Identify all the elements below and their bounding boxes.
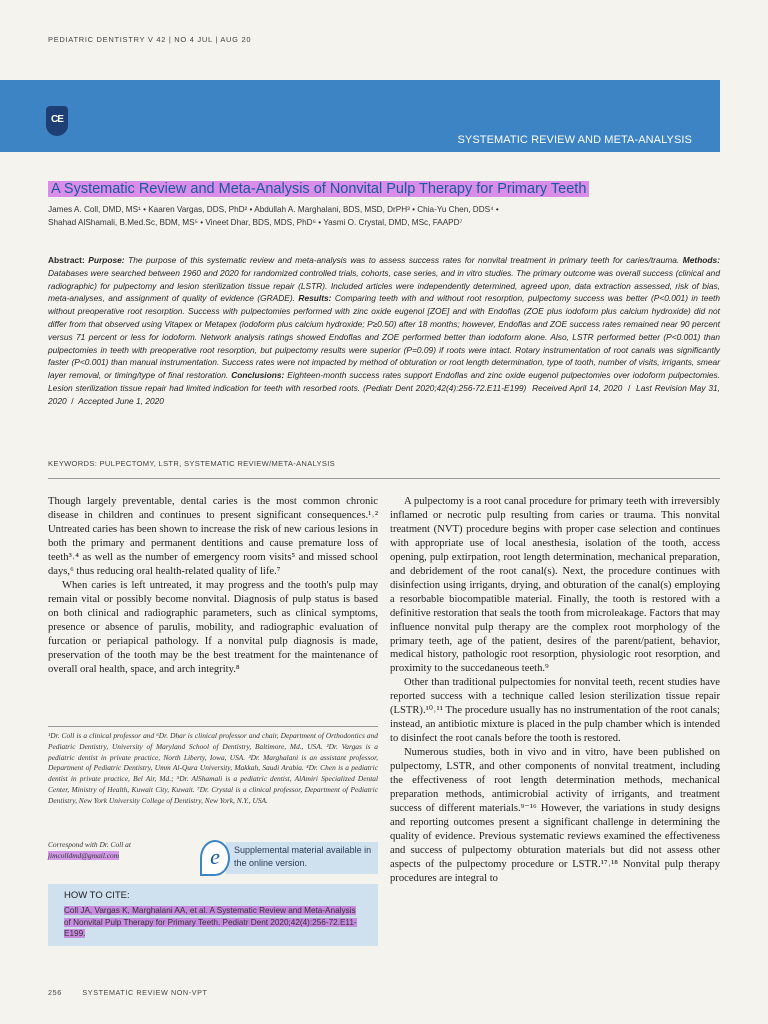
author-affiliations: ¹Dr. Coll is a clinical professor and ⁶Dr. Dhar is clinical professor and chair, Department of Orthodontics and Pediatric Dentistry, University of Maryland School of Dentistry, Baltimore, Md., USA. ²Dr. Vargas is a pediatric dentist in private practice, North Liberty, Iowa, USA. ³Dr. Marghalani is an assistant professor, Department of Pediatric Dentistry, Umm Al-Qura University, Makkah, Saudi Arabia. ⁴Dr. Chen is a pediatric dentist in private practice, Bel Air, Md.; ⁵Dr. AlShamali is a pediatric dentist, AlAmiri Specialized Dental Center, Ministry of Health, Kuwait City, Kuwait. ⁷Dr. Crystal is a clinical professor, Department of Pediatric Dentistry, New York University College of Dentistry, New York, N.Y., USA. bbox=[48, 731, 378, 805]
correspondence: Correspond with Dr. Coll at jimcolldmd@gmail.com bbox=[48, 840, 131, 860]
paragraph: A pulpectomy is a root canal procedure for primary teeth with irreversibly inflamed or necrotic pulp resulting from caries or trauma. This nonvital treatment (NVT) procedure begins with proper case selection and continues with appropriate use of local anesthesia, isolation of the tooth, access opening, pulp extirpation, root length determination, mechanical preparation, and debridement of the root canal(s). Next, the procedure continues with disinfection using irrigants, drying, and obturation of the canal(s) employing a resorbable biocompatible material. Finally, the tooth is restored with a definitive restoration that seals the tooth from microleakage. Factors that may influence nonvital pulp therapy are the complex root morphology of the primary teeth, age of the patient, desires of the parent/patient, behavior, medical history, pathologic root resorption, physiologic root resorption, and proximity to the succedaneous teeth.⁹ bbox=[390, 496, 720, 675]
page-number: 256 bbox=[48, 988, 62, 997]
footnote-divider bbox=[48, 726, 378, 727]
body-left-column bbox=[48, 495, 378, 677]
ce-badge-icon: CE bbox=[46, 106, 68, 136]
divider bbox=[48, 478, 720, 479]
author-line: James A. Coll, DMD, MS¹ • Kaaren Vargas, DDS, PhD² • Abdullah A. Marghalani, BDS, MSD, DrPH³ • Chia-Yu Chen, DDS⁴ • bbox=[48, 205, 499, 214]
article-title: A Systematic Review and Meta-Analysis of Nonvital Pulp Therapy for Primary Teeth bbox=[48, 179, 688, 199]
paragraph: Other than traditional pulpectomies for nonvital teeth, recent studies have reported success with a technique called lesion sterilization tissue repair (LSTR).¹⁰˒¹¹ The procedure usually has no instrumentation of the root canals; instead, an antibiotic mixture is placed in the pulp chamber which is intended to disinfect the root canals before the tooth is restored. bbox=[390, 677, 720, 745]
body-right-column bbox=[390, 495, 720, 886]
cite-heading: HOW TO CITE: bbox=[64, 890, 130, 901]
cite-text: Coll JA, Vargas K, Marghalani AA, et al. A Systematic Review and Meta-Analysis of Nonvital Pulp Therapy for Primary Teeth. Pediatr Dent 2020;42(4):256-72.E11-E199. bbox=[64, 906, 357, 939]
running-header: PEDIATRIC DENTISTRY V 42 | NO 4 JUL | AUG 20 bbox=[48, 35, 252, 44]
paragraph: Though largely preventable, dental caries is the most common chronic disease in children and continues to present significant consequences.¹˒² Untreated caries has been shown to increase the risk of new carious lesions in both the primary and permanent dentitions and cause premature loss of teeth³˒⁴ as well as the number of emergency room visits⁵ and missed school days,⁶ thus reducing oral health-related quality of life.⁷ bbox=[48, 496, 378, 577]
how-to-cite-box bbox=[48, 884, 378, 946]
page-footer bbox=[48, 988, 208, 997]
supplemental-text: Supplemental material available in the online version. bbox=[226, 842, 378, 874]
paragraph: Numerous studies, both in vivo and in vitro, have been published on pulpectomy, LSTR, and other components of nonvital treatment, including the effectiveness of root length determination methods, mechanical preparation methods, antimicrobial activity of irrigants, and treatment success of different materials.⁹⁻¹⁶ However, the variations in study designs and reporting outcomes present a significant challenge in determining the quality of evidence. Previous systematic reviews examined the effectiveness and success of pulpectomy obturation materials but did not assess other aspects of the pulpectomy procedure or LSTR.¹⁷˒¹⁸ Nonvital pulp therapy procedures are integral to bbox=[390, 747, 720, 884]
e-supplement-icon: e bbox=[200, 840, 230, 876]
section-label: SYSTEMATIC REVIEW AND META-ANALYSIS bbox=[457, 134, 692, 146]
author-list bbox=[48, 203, 718, 229]
supplemental-note[interactable] bbox=[200, 840, 378, 880]
author-line: Shahad AlShamali, B.Med.Sc, BDM, MS⁵ • Vineet Dhar, BDS, MDS, PhD⁶ • Yasmi O. Crystal, DMD, MSc, FAAPD⁷ bbox=[48, 218, 463, 227]
abstract: Abstract: Purpose: The purpose of this systematic review and meta-analysis was to assess success rates for nonvital treatment in primary teeth for caries/trauma. Methods: Databases were searched between 1960 and 2020 for randomized controlled trials, cohorts, case series, and in vitro studies. The primary outcome was overall success (clinical and radiographic) for pulpectomy and lesion sterilization tissue repair (LSTR). Included articles were independently determined, agreed upon, data extraction assessed, risk of bias, meta-analyses, and assignment of quality of evidence (GRADE). Results: Comparing teeth with and without root resorption, pulpectomy success was better (P<0.001) in teeth without preoperative root resorption. Success with pulpectomies performed with zinc oxide eugenol [ZOE] and with Endoflas (ZOE plus iodoform plus calcium hydroxide) did not differ from that observed using Vitapex or Metapex (iodoform plus calcium hydroxide; P≥0.50) after 18 months; however, Endoflas and ZOE success rates remained near 90 percent versus 71 percent or less for iodoform. Network analysis ratings showed Endoflas and ZOE performed better than iodoform alone. Also, LSTR performed better (P<0.001) than pulpectomies in teeth with preoperative root resorption, but pulpectomy results were superior (P=0.09) if roots were intact. Rotary instrumentation of root canals was significantly faster (P<0.001) than manual instrumentation. Success rates were not impacted by method of obturation or root length determination, type of tooth, number of visits, irrigants, smear layer removal, or timing/type of final restoration. Conclusions: Eighteen-month success rates support Endoflas and zinc oxide eugenol pulpectomies over iodoform pulpectomies. Lesion sterilization tissue repair had limited indication for teeth with resorbed roots. (Pediatr Dent 2020;42(4):256-72.E11-E199) Received April 14, 2020 / Last Revision May 31, 2020 / Accepted June 1, 2020 bbox=[48, 255, 721, 406]
paragraph: When caries is left untreated, it may progress and the tooth's pulp may remain vital or possibly become nonvital. Diagnosis of pulp status is based on both clinical and radiographic parameters, such as clinical symptoms, presence or absence of parulis, mobility, and radiographic evaluation of furcation or periapical pathology. If a nonvital pulp diagnosis is made, preservation of the tooth may be the best treatment for the maintenance of overall oral health, space, and arch integrity.⁸ bbox=[48, 580, 378, 675]
footer-label: SYSTEMATIC REVIEW NON-VPT bbox=[82, 988, 208, 997]
email-link[interactable]: jimcolldmd@gmail.com bbox=[48, 850, 120, 860]
keywords: KEYWORDS: PULPECTOMY, LSTR, SYSTEMATIC REVIEW/META-ANALYSIS bbox=[48, 459, 336, 468]
